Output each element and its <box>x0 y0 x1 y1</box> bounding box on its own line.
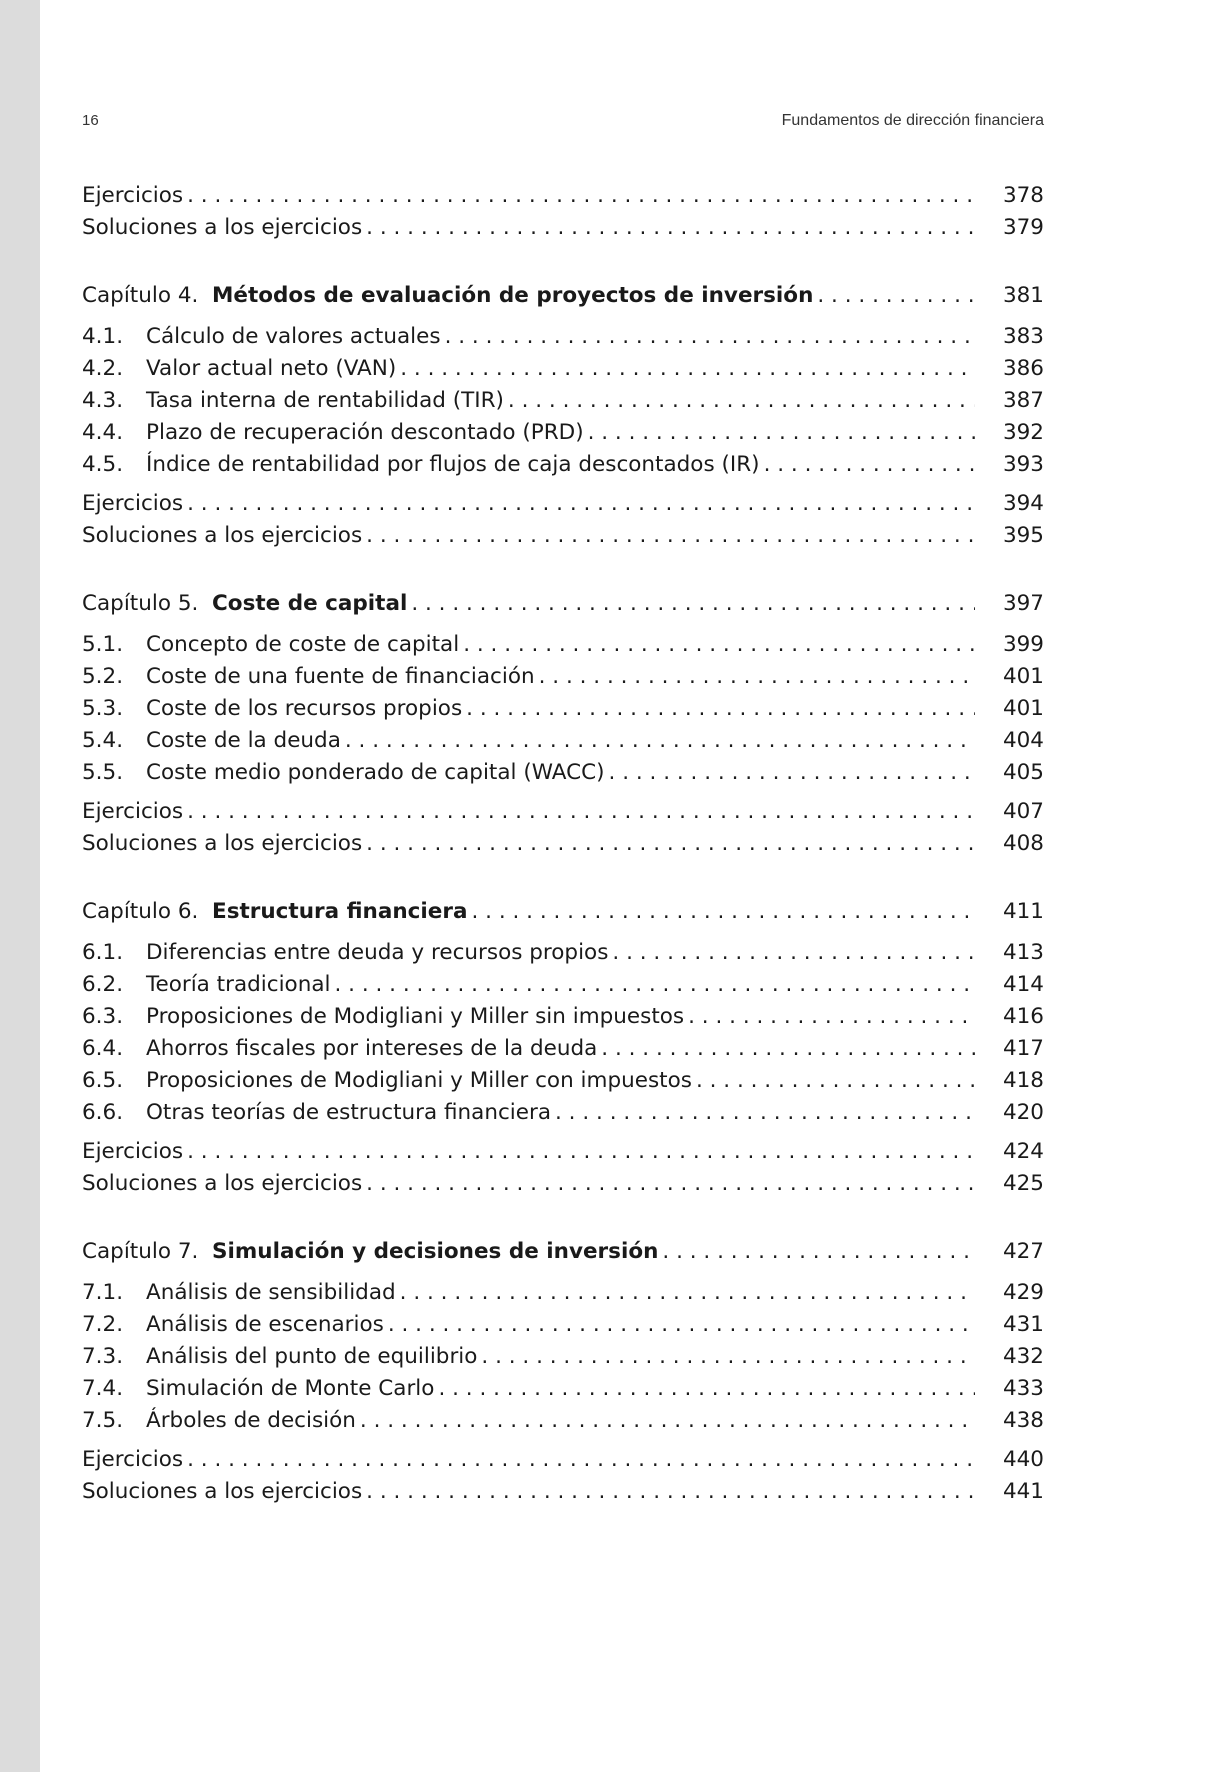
page-number: 16 <box>82 112 99 129</box>
toc-section: 4.2. Valor actual neto (VAN) . . . 386 <box>82 353 1044 385</box>
table-of-contents <box>82 180 1044 1508</box>
page-gutter <box>0 0 40 1772</box>
toc-entry-exercises: Ejercicios . . . 440 <box>82 1444 1044 1476</box>
toc-section: 7.4. Simulación de Monte Carlo . . . 433 <box>82 1373 1044 1405</box>
chapter-title: Coste de capital <box>212 591 408 616</box>
toc-chapter-6: Capítulo 6. Estructura financiera . . . 411 <box>82 896 1044 930</box>
toc-entry-solutions: Soluciones a los ejercicios . . . 425 <box>82 1168 1044 1200</box>
toc-section: 4.5. Índice de rentabilidad por flujos de caja descontados (IR) . . . 393 <box>82 449 1044 481</box>
toc-entry-exercises: Ejercicios . . . 407 <box>82 796 1044 828</box>
toc-section: 7.5. Árboles de decisión . . . 438 <box>82 1405 1044 1437</box>
toc-section: 4.1. Cálculo de valores actuales . . . 383 <box>82 321 1044 353</box>
toc-entry-exercises: Ejercicios . . . 424 <box>82 1136 1044 1168</box>
toc-section: 6.4. Ahorros fiscales por intereses de la deuda . . . 417 <box>82 1033 1044 1065</box>
toc-entry-solutions: Soluciones a los ejercicios . . . 395 <box>82 520 1044 552</box>
toc-entry-exercises: Ejercicios . . . 378 <box>82 180 1044 212</box>
toc-section: 6.6. Otras teorías de estructura financiera . . . 420 <box>82 1097 1044 1129</box>
toc-section: 5.5. Coste medio ponderado de capital (WACC) . . . 405 <box>82 757 1044 789</box>
chapter-title: Simulación y decisiones de inversión <box>212 1239 659 1264</box>
toc-section: 6.5. Proposiciones de Modigliani y Miller con impuestos . . . 418 <box>82 1065 1044 1097</box>
toc-section: 6.3. Proposiciones de Modigliani y Miller sin impuestos . . . 416 <box>82 1001 1044 1033</box>
toc-section: 5.1. Concepto de coste de capital . . . 399 <box>82 629 1044 661</box>
toc-entry-exercises: Ejercicios . . . 394 <box>82 488 1044 520</box>
toc-section: 6.1. Diferencias entre deuda y recursos propios . . . 413 <box>82 937 1044 969</box>
toc-section: 4.3. Tasa interna de rentabilidad (TIR) . . . 387 <box>82 385 1044 417</box>
toc-section: 5.4. Coste de la deuda . . . 404 <box>82 725 1044 757</box>
toc-section: 7.1. Análisis de sensibilidad . . . 429 <box>82 1277 1044 1309</box>
toc-chapter-4: Capítulo 4. Métodos de evaluación de proyectos de inversión . . . 381 <box>82 280 1044 314</box>
running-header-title: Fundamentos de dirección financiera <box>781 112 1044 129</box>
toc-entry-solutions: Soluciones a los ejercicios . . . 408 <box>82 828 1044 860</box>
toc-section: 4.4. Plazo de recuperación descontado (PRD) . . . 392 <box>82 417 1044 449</box>
chapter-title: Métodos de evaluación de proyectos de inversión <box>212 283 814 308</box>
toc-section: 5.2. Coste de una fuente de financiación . . . 401 <box>82 661 1044 693</box>
toc-section: 7.2. Análisis de escenarios . . . 431 <box>82 1309 1044 1341</box>
toc-chapter-5: Capítulo 5. Coste de capital . . . 397 <box>82 588 1044 622</box>
toc-chapter-7: Capítulo 7. Simulación y decisiones de inversión . . . 427 <box>82 1236 1044 1270</box>
toc-entry-solutions: Soluciones a los ejercicios . . . 441 <box>82 1476 1044 1508</box>
toc-section: 5.3. Coste de los recursos propios . . . 401 <box>82 693 1044 725</box>
chapter-title: Estructura financiera <box>212 899 468 924</box>
toc-section: 6.2. Teoría tradicional . . . 414 <box>82 969 1044 1001</box>
toc-section: 7.3. Análisis del punto de equilibrio . . . 432 <box>82 1341 1044 1373</box>
toc-entry-solutions: Soluciones a los ejercicios . . . 379 <box>82 212 1044 244</box>
